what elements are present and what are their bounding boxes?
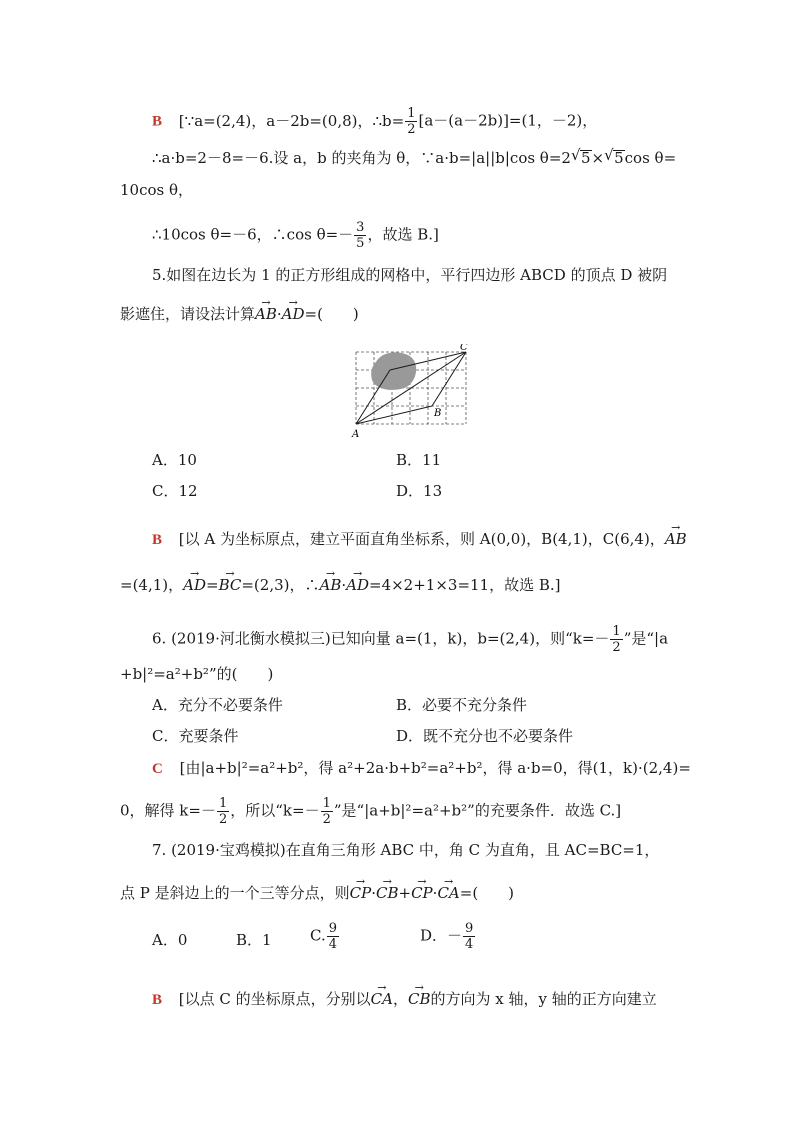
q6-option-c: C．充要条件 — [152, 727, 239, 745]
q5-solution-line2: =(4,1)，→ AD=→ BC=(2,3)，∴→ AB·→ AD=4×2+1×3=11，故选 B.] — [120, 568, 561, 595]
fraction: $\frac{9}{4}$ — [328, 921, 337, 952]
q6-solution-line1: C [由|a+b|²=a²+b²，得 a²+2a·b+b²=a²+b²，得 a·b=0，得(1，k)·(2,4)= — [152, 759, 691, 777]
answer-letter: B — [152, 992, 163, 1008]
answer-letter: C — [152, 761, 163, 777]
q6-option-a: A．充分不必要条件 — [152, 696, 283, 714]
answer-letter: B — [152, 113, 163, 130]
vector-ad: → AD — [282, 297, 305, 324]
q4-solution-line1: B [∵a=(2,4)，a－2b=(0,8)，∴b= $\frac{1}{2}$ [a－(a－2b)]=(1，－2)， — [152, 106, 598, 137]
q6-stem-line2: +b|²=a²+b²”的( ) — [120, 665, 274, 683]
q5-option-d: D．13 — [396, 482, 443, 500]
fraction: $\frac{1}{2}$ — [322, 796, 331, 827]
q6-stem-line1: 6. (2019·河北衡水模拟三)已知向量 a=(1，k)，b=(2,4)，则“k=－ $\frac{1}{2}$ ”是“|a — [152, 624, 669, 655]
q6-option-d: D．既不充分也不必要条件 — [396, 727, 574, 745]
q7-stem-line2: 点 P 是斜边上的一个三等分点，则→ CP·→ CB+→ CP·→ CA=( ) — [120, 876, 514, 903]
q5-option-b: B．11 — [396, 451, 442, 469]
fraction: $\frac{9}{4}$ — [465, 921, 474, 952]
fraction: $\frac{3}{5}$ — [356, 220, 365, 251]
q5-solution-line1: B [以 A 为坐标原点，建立平面直角坐标系，则 A(0,0)，B(4,1)，C(6,4)，→ AB — [152, 522, 687, 550]
q6-solution-line2: 0，解得 k=－ $\frac{1}{2}$ ，所以“k=－ $\frac{1}{2}$ ”是“|a+b|²=a²+b²”的充要条件．故选 C.] — [120, 796, 622, 827]
vector-ab: → AB — [255, 297, 277, 324]
label-b: B — [434, 408, 442, 419]
answer-letter: B — [152, 532, 163, 548]
q5-stem-line2: 影遮住，请设法计算→ AB·→ AD=( ) — [120, 297, 359, 324]
q7-option-d: D．－ $\frac{9}{4}$ — [420, 921, 474, 952]
q7-stem-line1: 7. (2019·宝鸡模拟)在直角三角形 ABC 中，角 C 为直角，且 AC=BC=1， — [152, 841, 660, 859]
q7-solution-line1: B [以点 C 的坐标原点，分别以→ CA，→ CB的方向为 x 轴，y 轴的正方向建立 — [152, 982, 657, 1010]
label-c: C — [460, 344, 468, 353]
q5-stem-line1: 5.如图在边长为 1 的正方形组成的网格中，平行四边形 ABCD 的顶点 D 被阴 — [152, 266, 668, 284]
q6-option-b: B．必要不充分条件 — [396, 696, 528, 714]
q4-solution-line2: ∴a·b=2－8=－6.设 a，b 的夹角为 θ，∵a·b=|a||b|cos θ=2√ 5×√ 5cos θ= — [152, 148, 676, 168]
fraction: $\frac{1}{2}$ — [218, 796, 228, 827]
shaded-blob — [371, 352, 416, 390]
q4-solution-line3: 10cos θ， — [120, 181, 194, 199]
fraction: $\frac{1}{2}$ — [612, 624, 621, 655]
grid-parallelogram-figure — [350, 344, 480, 440]
q5-option-c: C．12 — [152, 482, 198, 500]
vector-ab: → AB — [665, 522, 687, 549]
q7-option-b: B．1 — [236, 931, 272, 949]
q7-option-c: C. $\frac{9}{4}$ — [310, 921, 337, 952]
q7-option-a: A．0 — [152, 931, 188, 949]
q5-option-a: A．10 — [152, 451, 197, 469]
q4-solution-line4: ∴10cos θ=－6，∴cos θ=－ $\frac{3}{5}$ ，故选 B.] — [152, 220, 439, 251]
fraction: $\frac{1}{2}$ — [407, 106, 416, 137]
label-a: A — [352, 429, 360, 440]
